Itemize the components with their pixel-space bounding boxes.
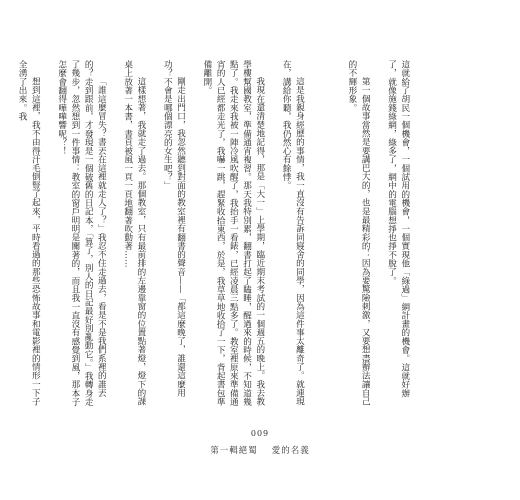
running-footer: [0, 444, 520, 456]
vertical-text-body: [17, 60, 424, 408]
paragraph: 我現在還清楚地記得，那是「大一」上學期，臨近期末考試的一個週五的晚上。我去教學樓幫國教室，準備通宵複習。那天我特別累，翻書打起了瞌睡，醒過來的時候，不知道幾點了。我走來我被一陣冷風吹醒了，我抬手一看錶，已經凌晨三點多了。教室裡原來準備通宵的人已經都走光了，我嚇一跳，趕緊收拾東西，於是，我草草地收拾了一下，背起書包準備離開。: [201, 60, 265, 406]
footer-part-title: 第一輯絕蜀: [210, 446, 258, 456]
footer-book-title: 愛的名義: [271, 446, 310, 456]
paragraph: 「誰這麼冒失？書丟在這裡就走人了？」我忍不住走過去，看是不是我們系裡的誰丟的？走到跟前，才發現是一個破舊的日記本，「算了，別人的日記最好別亂動它。」我轉身走了幾步，忽然想到一件事情：教室的窗戶明明是關著的，而且我一直沒有感覺到風，那本子怎麼會翻得嘩嘩響呢？！: [56, 60, 107, 407]
section-gap: [319, 60, 332, 408]
page-number: 009: [250, 429, 270, 438]
paragraph: 第一個故事當然是要講巴大的，也是最精彩的：因為要驚險刺激，又要想盡辦法讓自己的不輝形象。: [346, 60, 371, 406]
paragraph: 這就給了胡民一個機會，一個試用的機會，一個實現他「綠過」網計畫的機會。這就好辦了，就像施錢綠網，綠多了，網中的電腦想掙也掙不脫了。: [386, 60, 410, 398]
paragraph: 剛走出門口，我忽然聽到對面的教室裡有翻書的聲音——「都這麼晚了，誰還這麼用功？不會是哪個漂亮的女生吧？」: [162, 60, 186, 398]
paragraph: 這是我親身經歷的事情，我一直沒有告訴同寢舍的同學，因為這件事太離奇了。就連現在，講給你聽，我仍然心有餘悸。: [281, 60, 305, 406]
paragraph: 這樣想著，我就走了過去。那個教室，只有最前排的左邊靠窗的位置點著燈，燈下的課桌上放著一本書，書頁被風一頁一頁地翻著吹動著……: [122, 60, 146, 406]
paragraph: 想到這裡，我不由得汗毛倒豎了起來，平時看過的那些恐怖故事和電影裡的情形一下子全湧了出來。我: [17, 60, 41, 406]
